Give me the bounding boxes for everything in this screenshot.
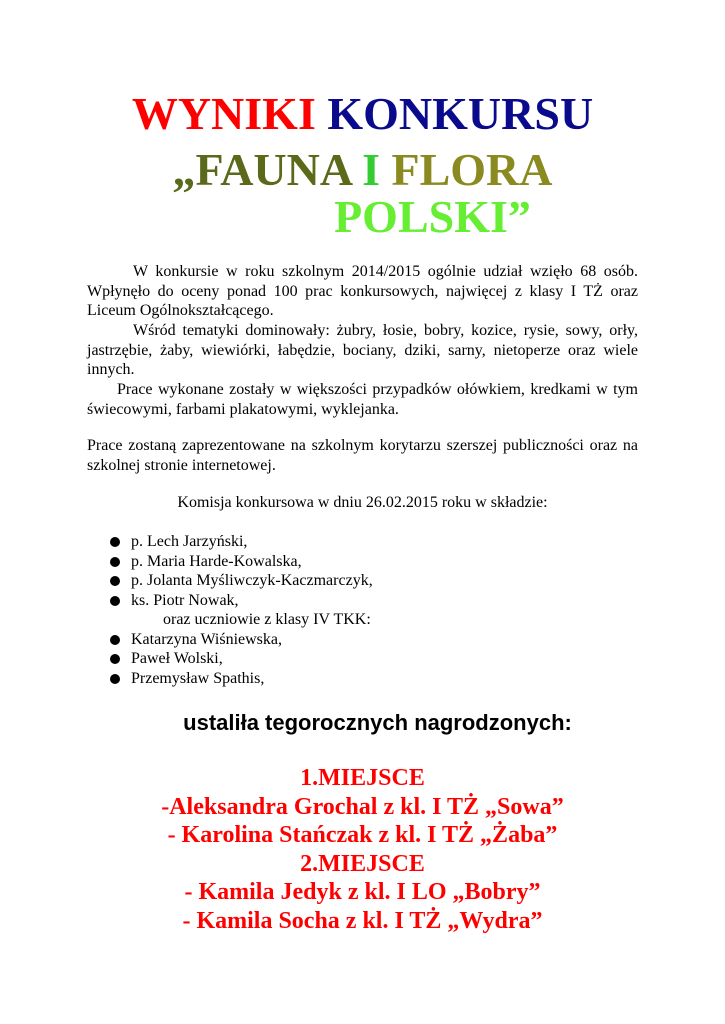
title-word-fauna: „FAUNA <box>172 144 351 195</box>
commission-heading: Komisja konkursowa w dniu 26.02.2015 roku w składzie: <box>177 494 548 511</box>
title-word-konkursu: KONKURSU <box>327 88 594 139</box>
commission-member: Katarzyna Wiśniewska, <box>108 630 373 650</box>
paragraph-themes: Wśród tematyki dominowały: żubry, łosie, bobry, kozice, rysie, sowy, orły, jastrzębie, żaby, wiewiórki, łabędzie, bociany, dziki, sarny, nietoperze oraz wiele innych. <box>87 322 638 378</box>
results-list <box>0 764 725 935</box>
commission-member: ks. Piotr Nowak, <box>108 591 373 611</box>
title-line-1 <box>0 86 725 142</box>
title-word-polski: POLSKI” <box>334 191 531 242</box>
commission-member: Przemysław Spathis, <box>108 669 373 689</box>
winner-entry: -Aleksandra Grochal z kl. I TŻ „Sowa” <box>161 793 564 820</box>
paragraph-participants: W konkursie w roku szkolnym 2014/2015 ogólnie udział wzięło 68 osób. Wpłynęło do oceny ponad 100 prac konkursowych, najwięcej z klasy I TŻ oraz Liceum Ogólnokształcącego. <box>87 263 638 319</box>
commission-member: p. Jolanta Myśliwczyk-Kaczmarczyk, <box>108 571 373 591</box>
winner-entry: - Karolina Stańczak z kl. I TŻ „Żaba” <box>167 822 558 848</box>
commission-member: p. Lech Jarzyński, <box>108 532 373 552</box>
place-heading: 2.MIEJSCE <box>300 850 425 877</box>
winner-entry: - Kamila Socha z kl. I TŻ „Wydra” <box>182 907 543 934</box>
paragraph-presentation: Prace zostaną zaprezentowane na szkolnym korytarzu szerszej publiczności oraz na szkolnej stronie internetowej. <box>87 437 638 474</box>
commission-students-note: oraz uczniowie z klasy IV TKK: <box>163 611 371 628</box>
place-heading: 1.MIEJSCE <box>300 765 425 791</box>
title-word-wyniki: WYNIKI <box>131 88 316 139</box>
paragraph-techniques: Prace wykonane zostały w większości przypadków ołówkiem, kredkami w tym świecowymi, farbami plakatowymi, wyklejanka. <box>87 381 638 418</box>
winner-entry: - Kamila Jedyk z kl. I LO „Bobry” <box>184 879 541 905</box>
commission-member: Paweł Wolski, <box>108 649 373 669</box>
commission-member: p. Maria Harde-Kowalska, <box>108 552 373 572</box>
title-word-i: I <box>362 144 380 195</box>
title-line-3 <box>70 189 725 245</box>
commission-members-list <box>108 532 373 688</box>
awarded-heading: ustaliła tegorocznych nagrodzonych: <box>183 710 572 735</box>
title-word-flora: FLORA <box>391 144 553 195</box>
